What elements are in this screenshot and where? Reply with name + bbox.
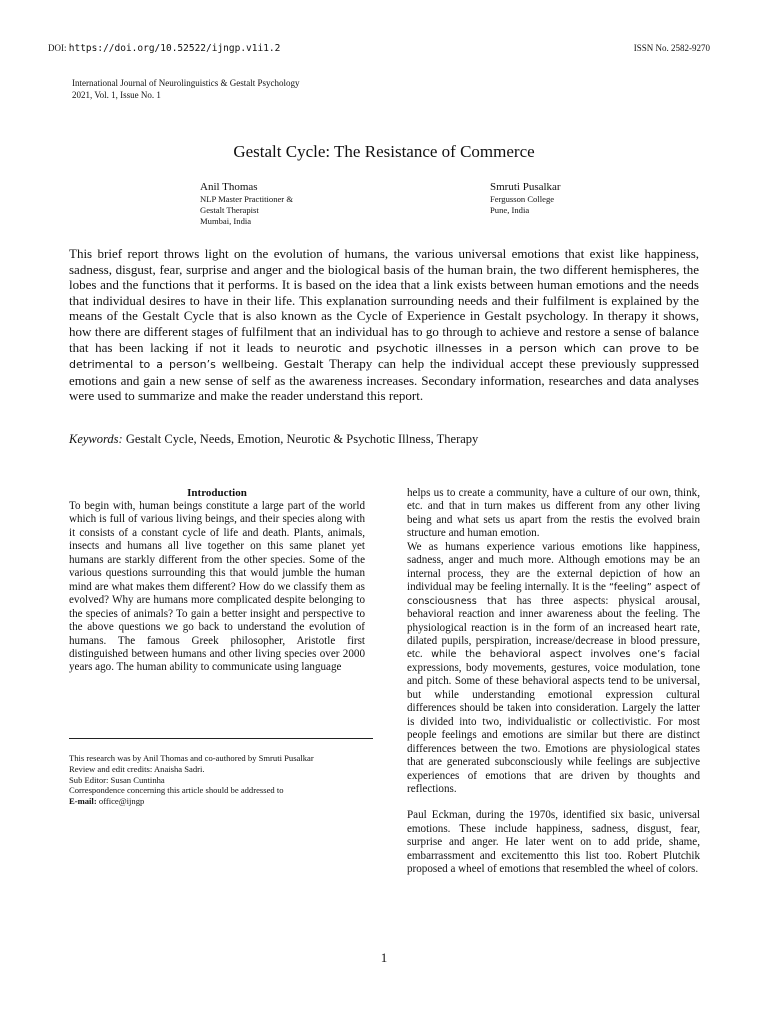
footnote-line: This research was by Anil Thomas and co-authored by Smruti Pusalkar [69, 753, 314, 763]
doi-label: DOI: [48, 43, 67, 53]
paragraph-text: We as humans experience various emotions like happiness, sadness, anger and much more. Although emotions may be an internal process, they are the external depiction of how an individual may be feeling internally. It is the [407, 540, 700, 594]
page-number: 1 [380, 950, 388, 965]
paragraph-text: expressions, body movements, gestures, voice modulation, tone and pitch. Some of these behavioral aspects tend to be universal, but while understanding emotional expression cultural differences should be taken into consideration. Largely the latter is divided into two, individualistic or collectivistic. For most people feelings and emotions are similar but there are distinct differences between the two. Emotions are physiological states that are generated subconsciously while feelings are subjective experiences of emotions that are driven by thoughts and reflections. [407, 661, 700, 795]
email-link[interactable]: office@ijngp [98, 796, 145, 807]
doi-link[interactable]: https://doi.org/10.52522/ijngp.v1i1.2 [68, 43, 281, 54]
email-label: E-mail: [69, 796, 97, 807]
author-name: Anil Thomas [200, 181, 258, 193]
author-block-1 [200, 180, 293, 227]
journal-name: International Journal of Neurolinguistics & Gestalt Psychology [72, 78, 300, 88]
paper-title: Gestalt Cycle: The Resistance of Commerce [233, 142, 535, 161]
author-detail: Mumbai, India [200, 216, 252, 226]
author-detail: Pune, India [490, 205, 530, 215]
abstract [69, 246, 699, 404]
footnote-line: Sub Editor: Susan Cuntinha [69, 774, 165, 785]
paragraph-text: has three aspects: physical arousal, behavioral reaction and inner awareness about the feeling. The physiological reaction is in the form of an increased heart rate, dilated pupils, perspiration, increase/decrease in blood pressure, etc. [407, 594, 701, 661]
right-column [407, 487, 700, 877]
keywords-text: Gestalt Cycle, Needs, Emotion, Neurotic & Psychotic Illness, Therapy [125, 432, 479, 446]
paragraph [407, 541, 700, 797]
author-name: Smruti Pusalkar [490, 181, 561, 193]
issn: ISSN No. 2582-9270 [633, 43, 710, 53]
paragraph: To begin with, human beings constitute a large part of the world which is full of various living beings, and their species along with it consists of a constant cycle of life and death. Plants, animals, insects and humans all live together on this same planet yet humans are starkly different from the other species. Some of the various questions surrounding this that would jumble the human mind are what makes them different? How do we classify them as evolved? Why are humans more complicated despite belonging to the species of animals? To gain a better insight and perspective to the above questions we go back to understand the evolution of humans. The famous Greek philosopher, Aristotle first distinguished between humans and other living species over 2000 years ago. The human ability to communicate using language [69, 500, 365, 674]
abstract-text: Therapy can help the individual accept these previously suppressed emotions and gain a new sense of self as the awareness increases. Secondary information, researches and data analyses were used to summarize and make the reader understand this report. [69, 356, 700, 404]
footnote-line: Review and edit credits: Anaisha Sadri. [69, 763, 205, 774]
section-heading-introduction: Introduction [187, 487, 247, 499]
paragraph-text: “feeling” aspect of consciousness that [407, 582, 700, 607]
author-detail: Fergusson College [490, 194, 555, 204]
footnote-email-line [69, 796, 379, 807]
journal-issue: 2021, Vol. 1, Issue No. 1 [72, 90, 161, 100]
author-detail: NLP Master Practitioner & [200, 194, 293, 204]
abstract-text: This brief report throws light on the evolution of humans, the various universal emotions that exist like happiness, sadness, disgust, fear, surprise and anger and the biological basis of the human brain, the two different hemispheres, the lobes and the functions that it performs. It is based on the idea that a link exists between human emotions and the needs that individual desires to have in their life. This explanation surrounding needs and their fulfilment is explained by the means of the Gestalt Cycle that is also known as the Cycle of Experience in Gestalt psychology. In therapy it shows, how there are different stages of fulfilment that an individual has to go through to achieve and restore a sense of balance that has been lacking if not it leads to [69, 246, 699, 355]
doi-line [48, 43, 280, 54]
paragraph: helps us to create a community, have a culture of our own, think, etc. and that in turn makes us different from any other living being and what sets us apart from the restis the evolved brain structure and human emotion. [407, 487, 700, 540]
journal-info [72, 77, 299, 101]
abstract-text: neurotic and psychotic illnesses in a person which can prove to be detrimental to a person’s wellbeing. Gestalt [69, 341, 699, 372]
paragraph: Paul Eckman, during the 1970s, identified six basic, universal emotions. These include happiness, sadness, disgust, fear, surprise and anger. He later went on to add pride, shame, embarrassment and excitementto this list too. Robert Plutchik proposed a wheel of emotions that resembled the wheel of colors. [407, 809, 700, 876]
footnote-divider [69, 738, 373, 739]
keywords [69, 432, 478, 447]
author-detail: Gestalt Therapist [200, 205, 259, 215]
footnote-line: Correspondence concerning this article should be addressed to [69, 785, 284, 796]
footnote [69, 753, 379, 807]
left-column [69, 500, 365, 675]
keywords-label: Keywords: [69, 432, 123, 446]
author-block-2 [490, 180, 561, 216]
paragraph-text: while the behavioral aspect involves one’s facial [431, 649, 700, 661]
